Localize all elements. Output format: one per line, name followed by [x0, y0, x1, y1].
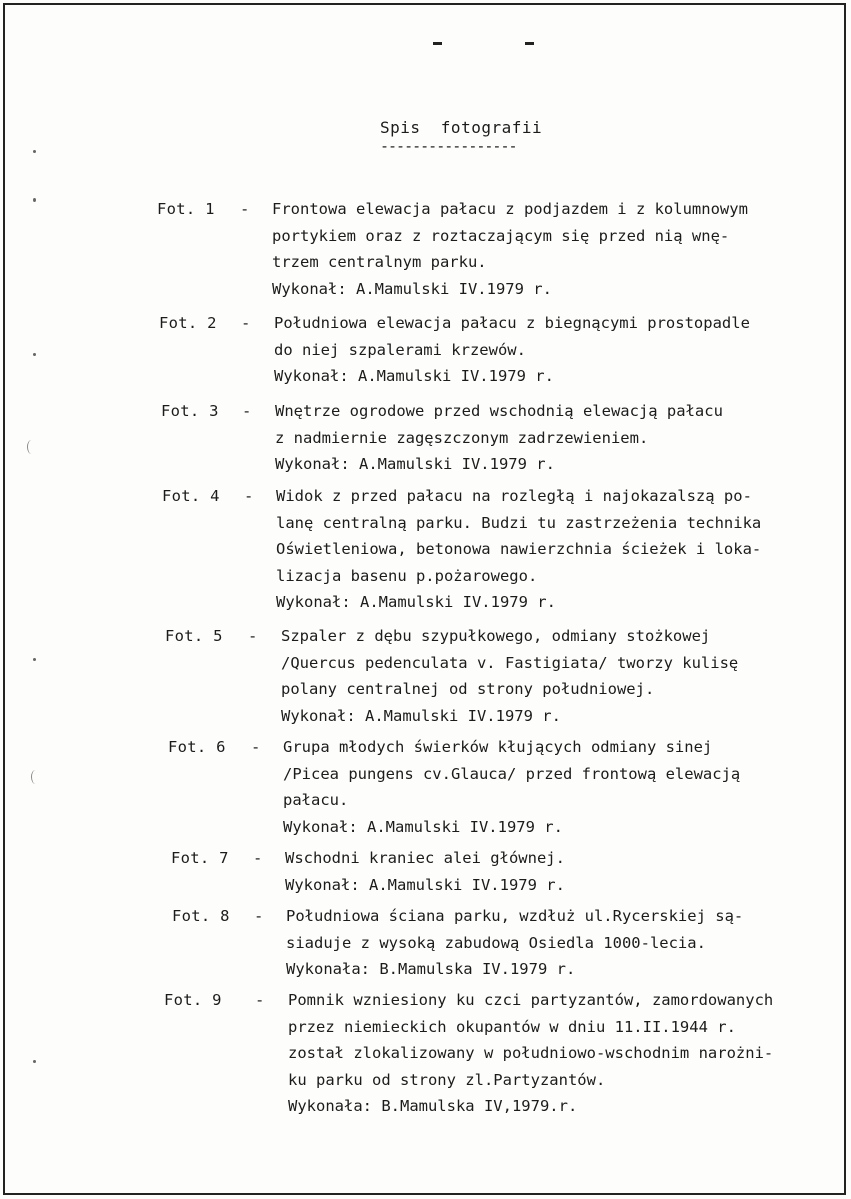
photo-entry-credit: Wykonał: A.Mamulski IV.1979 r. — [275, 455, 555, 473]
photo-entry-label: Fot. 5 — [165, 627, 223, 645]
photo-entry-credit: Wykonał: A.Mamulski IV.1979 r. — [285, 875, 565, 894]
photo-entry-credit: Wykonał: A.Mamulski IV.1979 r. — [274, 367, 554, 385]
photo-entry-line: z nadmiernie zagęszczonym zadrzewieniem. — [275, 428, 649, 447]
photo-entry-dash: - — [251, 738, 261, 756]
photo-entry-line: Wnętrze ogrodowe przed wschodnią elewacją pałacu — [275, 402, 723, 420]
photo-entry-credit: Wykonał: A.Mamulski IV.1979 r. — [276, 593, 556, 611]
photo-entry-description — [281, 623, 738, 729]
photo-entry-dash: - — [254, 907, 264, 925]
photo-entry-description — [286, 903, 743, 983]
photo-entry-line: portykiem oraz z roztaczającym się przed nią wnę- — [272, 226, 730, 245]
photo-entry-credit: Wykonała: B.Mamulska IV.1979 r. — [286, 960, 576, 978]
photo-entry-label: Fot. 2 — [159, 314, 217, 332]
photo-entry-credit: Wykonał: A.Mamulski IV.1979 r. — [272, 279, 552, 298]
paper-speck — [33, 353, 36, 356]
paper-speck — [33, 658, 36, 661]
document-title: Spis fotografii — [380, 118, 543, 137]
photo-entry-label: Fot. 1 — [157, 200, 215, 218]
photo-entry-line: polany centralnej od strony południowej. — [281, 680, 655, 698]
photo-entry-line: Południowa elewacja pałacu z biegnącymi prostopadle — [274, 314, 750, 332]
photo-entry-line: trzem centralnym parku. — [272, 253, 487, 271]
photo-entry-dash: - — [253, 849, 263, 867]
photo-entry-line: Frontowa elewacja pałacu z podjazdem i z kolumnowym — [272, 200, 748, 218]
photo-entry-label: Fot. 3 — [161, 402, 219, 420]
photo-entry-dash: - — [240, 200, 250, 218]
photo-entry-line: został zlokalizowany w południowo-wschodnim narożni- — [288, 1044, 774, 1062]
photo-entry-line: /Picea pungens cv.Glauca/ przed frontową elewacją — [283, 764, 741, 783]
photo-entry-credit: Wykonał: A.Mamulski IV.1979 r. — [283, 817, 563, 836]
photo-entry-description — [275, 398, 723, 478]
photo-entry-description — [272, 196, 748, 302]
photo-entry-credit: Wykonała: B.Mamulska IV,1979.r. — [288, 1097, 578, 1115]
photo-entry-line: lizacja basenu p.pożarowego. — [276, 566, 538, 585]
photo-entry-line: pałacu. — [283, 791, 349, 809]
photo-entry-label: Fot. 9 — [164, 991, 222, 1009]
header-mark-left — [433, 42, 442, 45]
photo-entry-label: Fot. 4 — [162, 487, 220, 505]
photo-entry-line: Widok z przed pałacu na rozległą i najokazalszą po- — [276, 487, 752, 505]
photo-entry-description — [285, 845, 565, 898]
photo-entry-description — [274, 310, 750, 390]
title-underline: ----------------- — [380, 137, 517, 155]
paper-speck — [33, 198, 36, 202]
photo-entry-dash: - — [241, 314, 251, 332]
photo-entry-line: lanę centralną parku. Budzi tu zastrzeżenia technika — [276, 513, 762, 532]
photo-entry-description — [283, 734, 740, 840]
photo-entry-credit: Wykonał: A.Mamulski IV.1979 r. — [281, 706, 561, 725]
photo-entry-line: Grupa młodych świerków kłujących odmiany sinej — [283, 738, 713, 756]
margin-mark — [27, 440, 36, 454]
photo-entry-line: przez niemieckich okupantów w dniu 11.II.1944 r. — [288, 1017, 736, 1036]
photo-entry-line: Pomnik wzniesiony ku czci partyzantów, zamordowanych — [288, 991, 774, 1009]
header-mark-right — [525, 42, 534, 45]
photo-entry-line: do niej szpalerami krzewów. — [274, 340, 526, 359]
photo-entry-dash: - — [242, 402, 252, 420]
photo-entry-line: Wschodni kraniec alei głównej. — [285, 849, 565, 867]
photo-entry-line: ku parku od strony zl.Partyzantów. — [288, 1070, 606, 1089]
paper-speck — [33, 150, 36, 153]
photo-entry-line: Oświetleniowa, betonowa nawierzchnia ścieżek i loka- — [276, 540, 762, 558]
photo-entry-label: Fot. 7 — [171, 849, 229, 867]
photo-entry-line: siaduje z wysoką zabudową Osiedla 1000-lecia. — [286, 933, 706, 952]
photo-entry-description — [288, 987, 773, 1120]
photo-entry-label: Fot. 6 — [168, 738, 226, 756]
photo-entry-description — [276, 483, 761, 616]
photo-entry-dash: - — [255, 991, 265, 1009]
photo-entry-dash: - — [244, 487, 254, 505]
photo-entry-line: /Quercus pedenculata v. Fastigiata/ tworzy kulisę — [281, 653, 739, 672]
margin-mark — [31, 770, 40, 784]
photo-entry-line: Południowa ściana parku, wzdłuż ul.Rycerskiej są- — [286, 907, 744, 925]
photo-entry-label: Fot. 8 — [172, 907, 230, 925]
paper-speck — [33, 1060, 36, 1063]
photo-entry-dash: - — [248, 627, 258, 645]
photo-entry-line: Szpaler z dębu szypułkowego, odmiany stożkowej — [281, 627, 711, 645]
